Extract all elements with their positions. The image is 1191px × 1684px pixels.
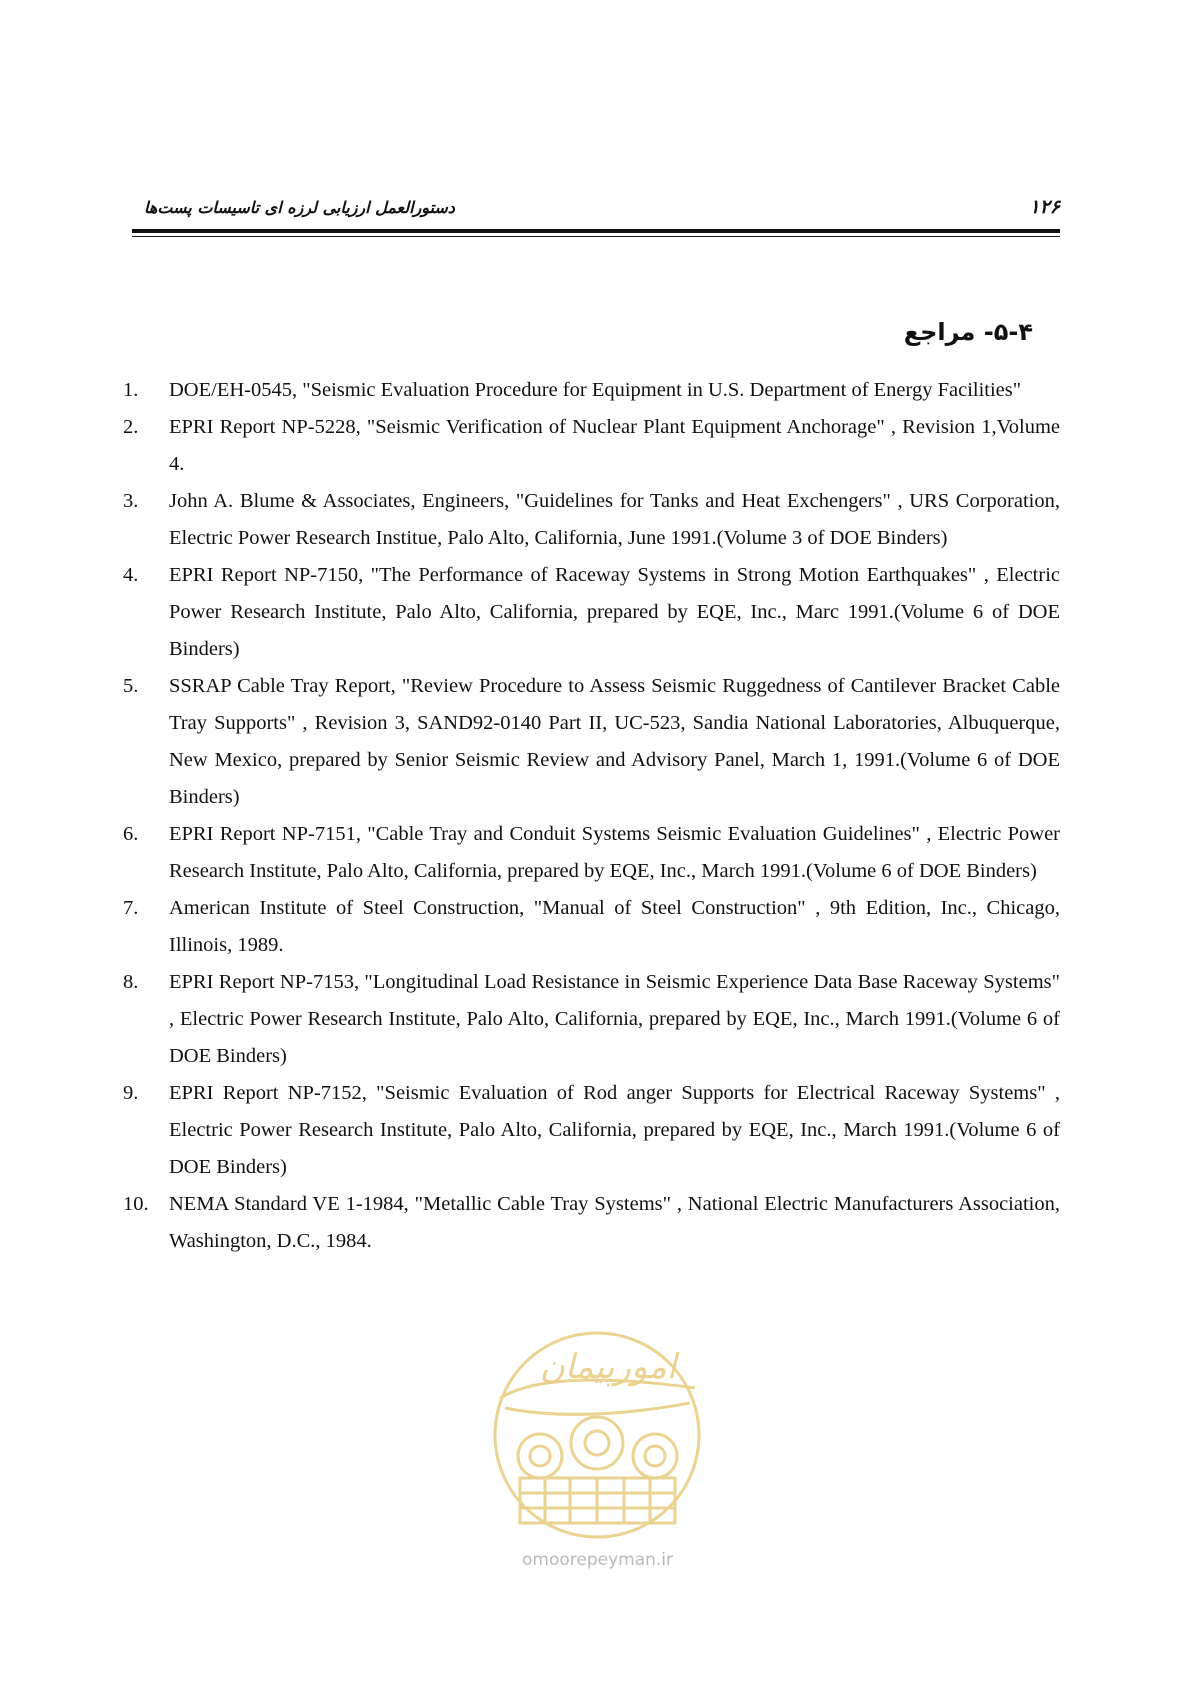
reference-item [118,964,1060,1075]
reference-item [118,890,1060,964]
watermark-logo-icon [490,1328,705,1543]
reference-item [118,1186,1060,1260]
reference-number: 2. [123,416,139,438]
watermark-url: omoorepeyman.ir [521,1550,674,1570]
reference-number: 1. [123,379,139,401]
reference-text: EPRI Report NP-5228, "Seismic Verification of Nuclear Plant Equipment Anchorage" , Revision 1,Volume 4. [169,416,1060,475]
reference-text: EPRI Report NP-7153, "Longitudinal Load Resistance in Seismic Experience Data Base Raceway Systems" , Electric Power Research Institute, Palo Alto, California, prepared by EQE, Inc., March 1991.(Volume 6 of DOE Binders) [169,971,1060,1067]
header-rule-thick [132,229,1060,233]
reference-number: 6. [123,823,139,845]
running-title: دستورالعمل ارزیابی لرزه ای تاسیسات پست‌ها [144,198,455,217]
watermark [490,1328,705,1568]
reference-item [118,372,1060,409]
reference-number: 9. [123,1082,139,1104]
reference-text: John A. Blume & Associates, Engineers, "Guidelines for Tanks and Heat Exchengers" , URS Corporation, Electric Power Research Institue, Palo Alto, California, June 1991.(Volume 3 of DOE Binders) [169,490,1060,549]
reference-item [118,668,1060,816]
page-header [132,196,1060,226]
reference-text: American Institute of Steel Construction, "Manual of Steel Construction" , 9th Edition, Inc., Chicago, Illinois, 1989. [169,897,1060,956]
reference-item [118,409,1060,483]
reference-text: EPRI Report NP-7150, "The Performance of Raceway Systems in Strong Motion Earthquakes" , Electric Power Research Institute, Palo Alto, California, prepared by EQE, Inc., Marc 1991.(Volume 6 of DOE Binders) [169,564,1060,660]
header-rule-thin [132,236,1060,237]
reference-number: 3. [123,490,139,512]
reference-text: EPRI Report NP-7151, "Cable Tray and Conduit Systems Seismic Evaluation Guidelines" , Electric Power Research Institute, Palo Alto, California, prepared by EQE, Inc., March 1991.(Volume 6 of DOE Binders) [169,823,1060,882]
reference-item [118,557,1060,668]
reference-number: 7. [123,897,139,919]
reference-number: 5. [123,675,139,697]
reference-text: SSRAP Cable Tray Report, "Review Procedure to Assess Seismic Ruggedness of Cantilever Bracket Cable Tray Supports" , Revision 3, SAND92-0140 Part II, UC-523, Sandia National Laboratories, Albuquerque, New Mexico, prepared by Senior Seismic Review and Advisory Panel, March 1, 1991.(Volume 6 of DOE Binders) [169,675,1060,808]
reference-item [118,1075,1060,1186]
reference-number: 4. [123,564,139,586]
watermark-logo-text: امورپیمان [539,1347,677,1387]
reference-item [118,816,1060,890]
reference-text: EPRI Report NP-7152, "Seismic Evaluation of Rod anger Supports for Electrical Raceway Systems" , Electric Power Research Institute, Palo Alto, California, prepared by EQE, Inc., March 1991.(Volume 6 of DOE Binders) [169,1082,1060,1178]
reference-number: 8. [123,971,139,993]
section-heading: ۵-۴- مراجع [903,318,1033,346]
page-number: ۱۲۶ [1029,196,1060,218]
reference-list [118,372,1060,1260]
reference-text: NEMA Standard VE 1-1984, "Metallic Cable Tray Systems" , National Electric Manufacturers Association, Washington, D.C., 1984. [169,1193,1060,1252]
reference-item [118,483,1060,557]
reference-text: DOE/EH-0545, "Seismic Evaluation Procedure for Equipment in U.S. Department of Energy Facilities" [169,379,1022,401]
reference-number: 10. [123,1193,149,1215]
